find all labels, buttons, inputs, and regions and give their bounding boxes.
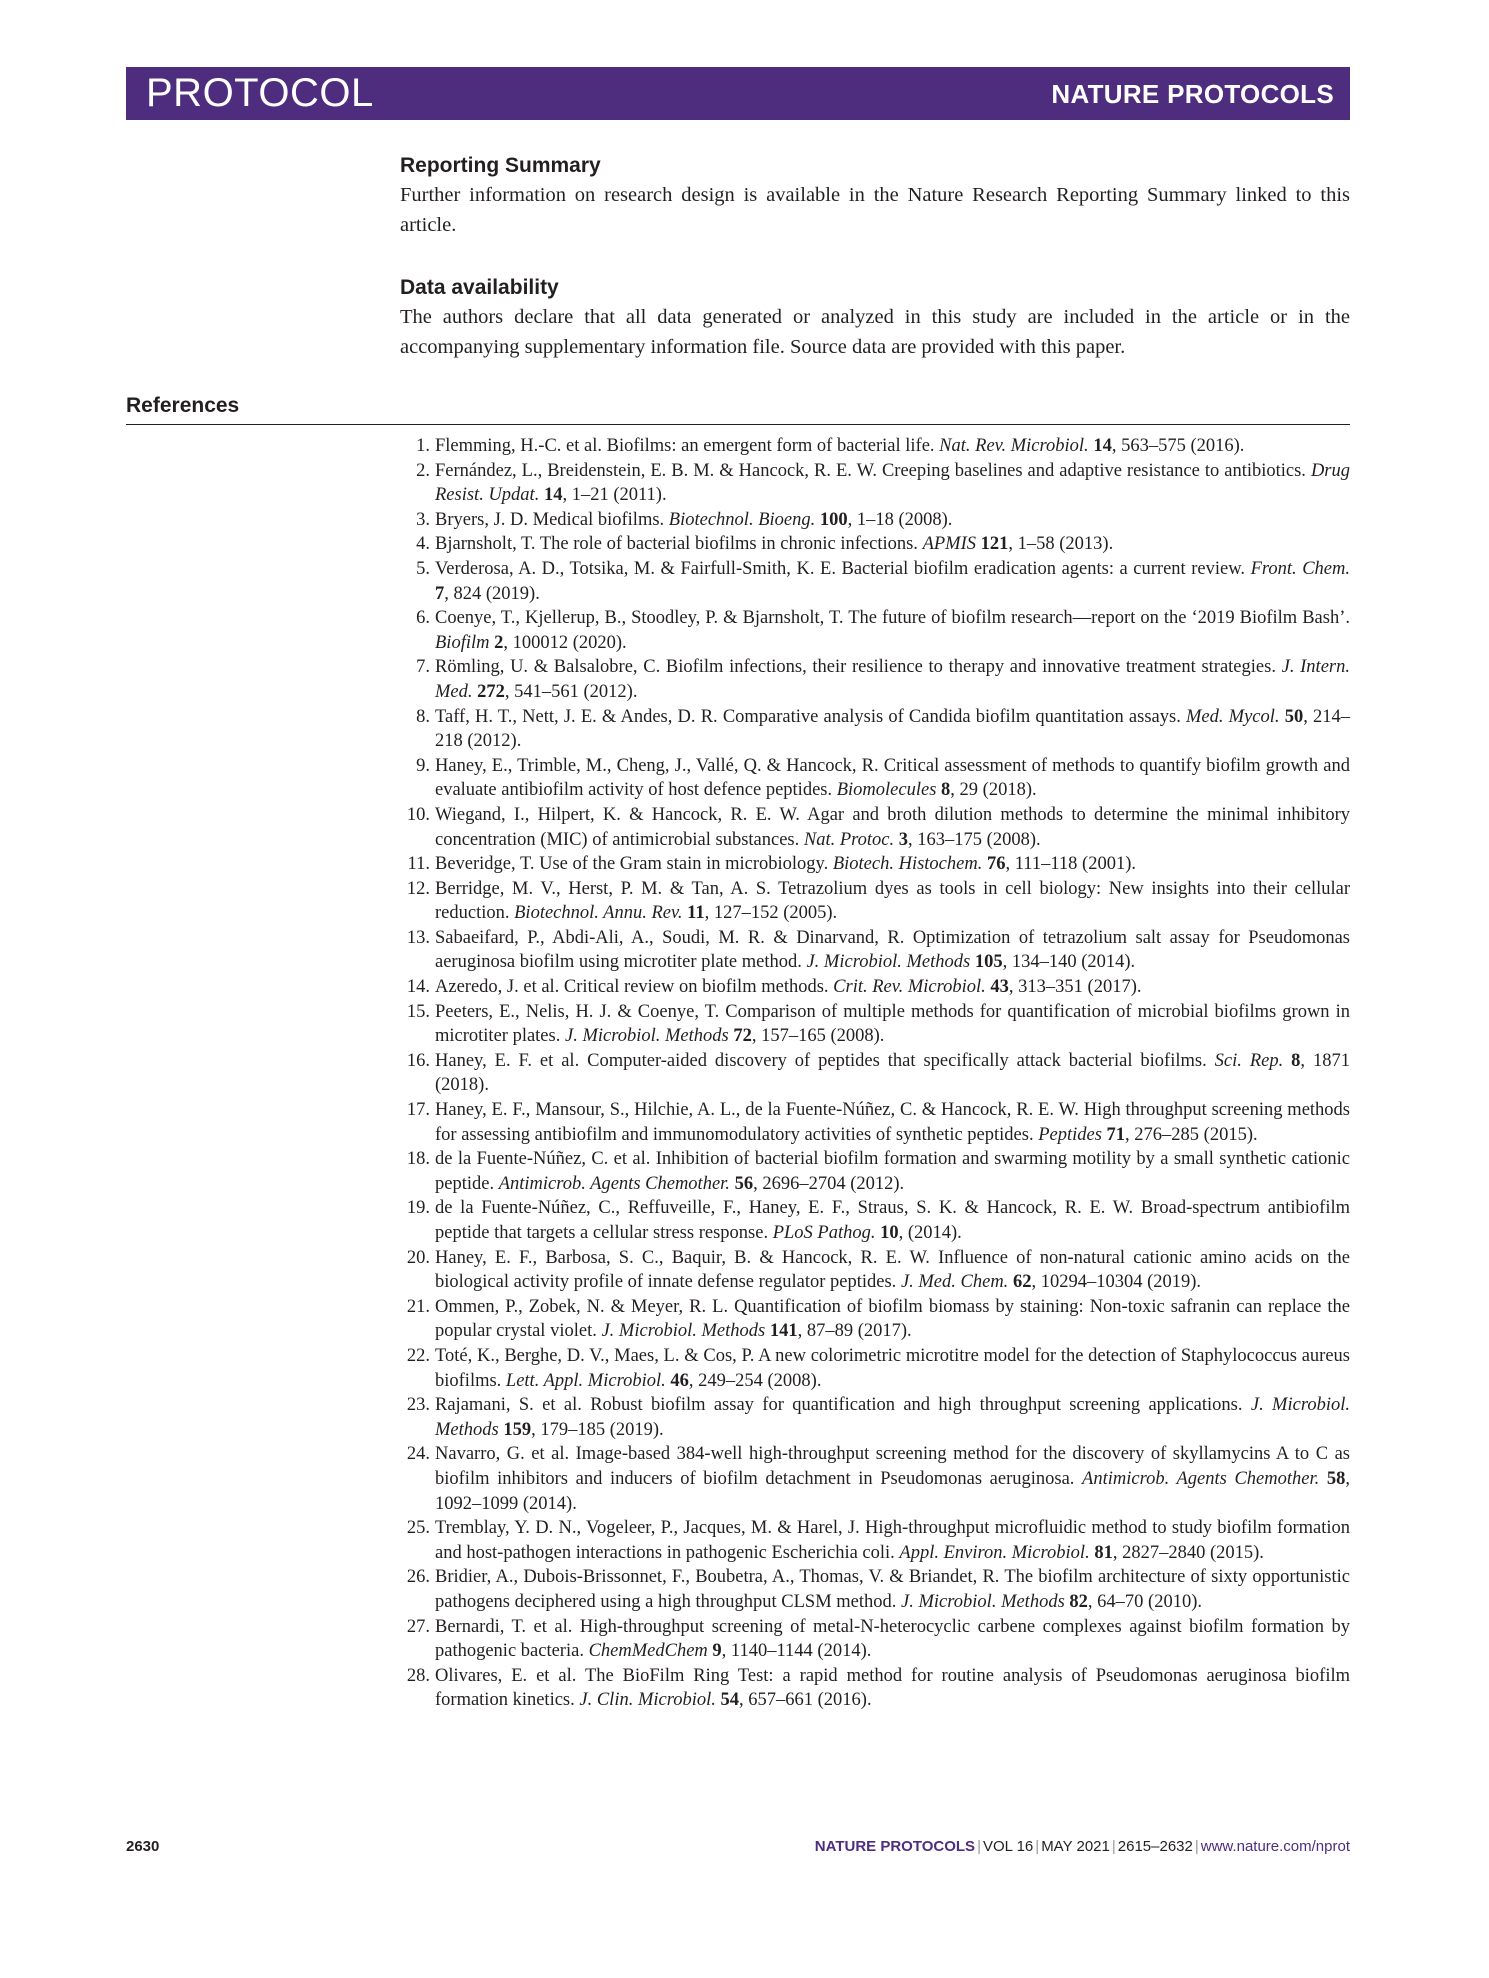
reference-pages: , 276–285 (2015). [1125,1124,1258,1145]
reference-item [400,1147,1350,1196]
reference-text: Rajamani, S. et al. Robust biofilm assay for quantification and high throughput screening applications. [435,1395,1251,1416]
reference-text: Coenye, T., Kjellerup, B., Stoodley, P. & Bjarnsholt, T. The future of biofilm research—report on the ‘2019 Biofilm Bash’. [435,608,1350,629]
reference-number: 10. [406,804,430,825]
reference-item [400,434,1350,459]
reference-text: Berridge, M. V., Herst, P. M. & Tan, A. S. Tetrazolium dyes as tools in cell biology: New insights into their cellular reduction. [435,878,1350,924]
reference-journal: J. Microbiol. Methods [601,1321,766,1342]
reference-journal: Lett. Appl. Microbiol. [505,1370,666,1391]
reference-text: Azeredo, J. et al. Critical review on biofilm methods. [435,977,834,998]
reference-number: 22. [406,1345,430,1366]
reference-text: Bridier, A., Dubois-Brissonnet, F., Boubetra, A., Thomas, V. & Briandet, R. The biofilm architecture of sixty opportunistic pathogens deciphered using a high throughput CLSM method. [435,1567,1350,1612]
reference-item [400,975,1350,1000]
reference-pages: , 134–140 (2014). [1002,952,1136,973]
reference-item [400,508,1350,533]
reference-text: Ommen, P., Zobek, N. & Meyer, R. L. Quantification of biofilm biomass by staining: Non-toxic safranin can replace the popular crystal violet. [435,1296,1350,1342]
reference-text: de la Fuente-Núñez, C. et al. Inhibition of bacterial biofilm formation and swarming motility by a small synthetic cationic peptide. [435,1149,1350,1194]
reference-item [400,1098,1350,1147]
reference-volume: 3 [898,829,909,850]
reference-volume: 8 [941,780,951,801]
reference-pages: , 127–152 (2005). [704,903,838,924]
reference-journal: Crit. Rev. Microbiol. [833,977,986,998]
reporting-summary-body: Further information on research design is available in the Nature Research Reporting Summary linked to this article. [400,184,1350,236]
reference-number: 23. [406,1395,430,1416]
reference-pages: , 1871 (2018). [435,1050,1350,1096]
reference-journal: Biotechnol. Annu. Rev. [514,903,683,924]
reference-number: 9. [416,755,430,776]
reference-text: Haney, E. F., Mansour, S., Hilchie, A. L., de la Fuente-Núñez, C. & Hancock, R. E. W. High throughput screening methods for assessing antibiofilm and immunomodulatory activities of synthetic peptides. [435,1100,1350,1145]
reference-pages: , 111–118 (2001). [1005,854,1136,875]
reference-journal: Biomolecules [836,780,937,801]
reference-pages: , 64–70 (2010). [1087,1591,1202,1612]
reference-item [400,655,1350,704]
reference-item [400,705,1350,754]
reference-journal: Sci. Rep. [1214,1050,1284,1071]
reference-volume: 62 [1012,1272,1032,1293]
reference-journal: J. Clin. Microbiol. [579,1690,716,1711]
reference-item [400,754,1350,803]
reference-volume: 159 [503,1419,532,1440]
reference-journal: Drug Resist. Updat. [435,460,1350,506]
reference-number: 3. [416,509,430,530]
reference-volume: 100 [819,509,848,530]
reference-number: 5. [416,558,430,579]
reference-item [400,532,1350,557]
reference-text: Wiegand, I., Hilpert, K. & Hancock, R. E. W. Agar and broth dilution methods to determine the minimal inhibitory concentration (MIC) of antimicrobial substances. [435,804,1350,850]
reference-volume: 56 [734,1173,754,1194]
reference-item [400,1246,1350,1295]
reference-journal: Antimicrob. Agents Chemother. [1082,1468,1320,1489]
reference-journal: Peptides [1038,1124,1102,1145]
reference-journal: Antimicrob. Agents Chemother. [498,1173,730,1194]
reference-pages: , 157–165 (2008). [751,1026,885,1047]
reference-volume: 11 [687,903,705,924]
reference-number: 26. [406,1567,430,1588]
reference-pages: , 87–89 (2017). [797,1321,912,1342]
reference-journal: Med. Mycol. [1186,706,1280,727]
reference-number: 24. [406,1444,430,1465]
reference-journal: APMIS [922,534,976,555]
reference-text: Toté, K., Berghe, D. V., Maes, L. & Cos, P. A new colorimetric microtitre model for the detection of Staphylococcus aureus biofilms. [435,1345,1350,1391]
reference-number: 25. [406,1518,430,1539]
reference-text: Bryers, J. D. Medical biofilms. [435,509,669,530]
reference-pages: , 1140–1144 (2014). [721,1641,872,1662]
reference-text: Tremblay, Y. D. N., Vogeleer, P., Jacques, M. & Harel, J. High-throughput microfluidic method to study biofilm formation and host-pathogen interactions in pathogenic Escherichia coli. [435,1518,1350,1563]
reference-number: 4. [416,534,430,555]
reference-volume: 2 [494,632,504,653]
reference-journal: J. Med. Chem. [900,1272,1009,1293]
reference-text: Beveridge, T. Use of the Gram stain in microbiology. [435,854,833,875]
reference-item [400,1344,1350,1393]
reference-number: 7. [416,657,430,678]
reference-item [400,1000,1350,1049]
reference-volume: 81 [1094,1542,1113,1563]
reference-journal: ChemMedChem [588,1641,708,1662]
reference-pages: , (2014). [898,1223,962,1243]
reference-pages: , 10294–10304 (2019). [1031,1272,1202,1293]
footer-url[interactable]: www.nature.com/nprot [1200,1838,1350,1855]
reference-journal: J. Microbiol. Methods [806,952,971,973]
reference-volume: 58 [1326,1468,1346,1489]
footer-pages: 2615–2632 [1117,1838,1193,1855]
data-availability-section [400,274,1350,362]
reference-journal: Appl. Environ. Microbiol. [899,1542,1090,1563]
reference-pages: , 1–58 (2013). [1008,534,1114,555]
reference-text: Bjarnsholt, T. The role of bacterial biofilms in chronic infections. [435,534,923,555]
footer-journal: NATURE PROTOCOLS [814,1838,976,1855]
reference-volume: 14 [543,485,563,506]
reference-text: de la Fuente-Núñez, C., Reffuveille, F., Haney, E. F., Straus, S. K. & Hancock, R. E. W. Broad-spectrum antibiofilm peptide that targets a cellular stress response. [435,1198,1350,1243]
reference-number: 27. [406,1616,430,1637]
reference-item [400,1565,1350,1614]
reference-volume: 8 [1291,1050,1301,1071]
header-banner [126,67,1350,120]
reference-item [400,557,1350,606]
reference-text: Flemming, H.-C. et al. Biofilms: an emergent form of bacterial life. [435,436,940,456]
reference-volume: 9 [712,1641,722,1662]
reference-text: Peeters, E., Nelis, H. J. & Coenye, T. Comparison of multiple methods for quantification of microbial biofilms grown in microtiter plates. [435,1001,1350,1047]
reference-item [400,1049,1350,1098]
reference-number: 17. [406,1100,430,1121]
reference-volume: 105 [974,952,1003,973]
reference-number: 19. [406,1198,430,1219]
reference-journal: Biofilm [435,632,490,653]
reference-number: 6. [416,608,430,629]
reference-item [400,459,1350,508]
journal-citation: NATURE PROTOCOLS | VOL 16 | MAY 2021 | 2615–2632 | www.nature.com/nprot [814,1838,1350,1855]
reference-volume: 72 [733,1026,752,1047]
footer-date: MAY 2021 [1041,1838,1110,1855]
reference-text: Bernardi, T. et al. High-throughput screening of metal-N-heterocyclic carbene complexes against biofilm formation by pathogenic bacteria. [435,1616,1350,1662]
reference-text: Olivares, E. et al. The BioFilm Ring Test: a rapid method for routine analysis of Pseudomonas aeruginosa biofilm formation kinetics. [435,1665,1350,1711]
reference-number: 12. [406,878,430,899]
reference-pages: , 2696–2704 (2012). [753,1173,905,1194]
reference-journal: J. Intern. Med. [435,657,1350,702]
reference-pages: , 163–175 (2008). [908,829,1041,850]
reference-text: Verderosa, A. D., Totsika, M. & Fairfull-Smith, K. E. Bacterial biofilm eradication agents: a current review. [435,558,1251,579]
reference-number: 21. [406,1296,430,1317]
reference-journal: PLoS Pathog. [772,1223,876,1243]
data-availability-body: The authors declare that all data generated or analyzed in this study are included in the article or in the accompanying supplementary information file. Source data are provided with this paper. [400,306,1350,358]
reference-volume: 141 [769,1321,798,1342]
reference-text: Sabaeifard, P., Abdi-Ali, A., Soudi, M. R. & Dinarvand, R. Optimization of tetrazolium salt assay for Pseudomonas aeruginosa biofilm using microtiter plate method. [435,927,1350,973]
reference-pages: , 249–254 (2008). [688,1370,822,1391]
reference-volume: 14 [1093,436,1112,456]
journal-name-label: NATURE PROTOCOLS [1051,79,1334,109]
reference-pages: , 1092–1099 (2014). [435,1468,1351,1514]
reference-item [400,1393,1350,1442]
reference-item [400,1295,1350,1344]
reference-item [400,1615,1350,1664]
reference-volume: 71 [1106,1124,1126,1145]
reference-list [400,434,1350,1713]
reference-volume: 82 [1069,1591,1088,1612]
reference-journal: J. Microbiol. Methods [901,1591,1065,1612]
references-heading [126,392,1350,425]
reference-journal: Biotech. Histochem. [832,854,983,875]
reference-number: 28. [406,1665,430,1686]
reference-item [400,1664,1350,1713]
reference-text: Taff, H. T., Nett, J. E. & Andes, D. R. Comparative analysis of Candida biofilm quantitation assays. [435,706,1186,727]
reference-journal: Nat. Protoc. [803,829,895,850]
reference-volume: 43 [990,977,1009,998]
reference-pages: , 2827–2840 (2015). [1112,1542,1264,1563]
reference-item [400,1196,1350,1245]
reference-item [400,877,1350,926]
page-footer [126,1838,1350,1862]
article-type-label: PROTOCOL [146,71,374,115]
reference-volume: 10 [880,1223,899,1243]
reference-number: 14. [406,977,430,998]
reference-number: 11. [407,854,430,875]
reference-pages: , 179–185 (2019). [531,1419,664,1440]
reference-volume: 50 [1284,706,1304,727]
reference-text: Fernández, L., Breidenstein, E. B. M. & Hancock, R. E. W. Creeping baselines and adaptive resistance to antibiotics. [435,460,1311,481]
reference-number: 2. [416,460,430,481]
reference-item [400,1516,1350,1565]
reference-pages: , 313–351 (2017). [1008,977,1142,998]
reference-pages: , 100012 (2020). [503,632,627,653]
reference-text: Römling, U. & Balsalobre, C. Biofilm infections, their resilience to therapy and innovative treatment strategies. [435,657,1282,678]
reference-item [400,1442,1350,1516]
reference-text: Haney, E., Trimble, M., Cheng, J., Vallé, Q. & Hancock, R. Critical assessment of methods to quantify biofilm growth and evaluate antibiofilm activity of host defence peptides. [435,755,1350,801]
reference-item [400,852,1350,877]
reporting-summary-section [400,152,1350,240]
reference-number: 13. [406,927,430,948]
reference-item [400,606,1350,655]
reference-journal: J. Microbiol. Methods [435,1395,1350,1440]
reference-number: 16. [406,1050,430,1071]
reference-volume: 46 [670,1370,689,1391]
reference-volume: 272 [477,681,505,702]
reference-volume: 121 [980,534,1009,555]
page-number: 2630 [126,1838,160,1855]
reference-text: Haney, E. F., Barbosa, S. C., Baquir, B. & Hancock, R. E. W. Influence of non-natural cationic amino acids on the biological activity profile of innate defense regulator peptides. [435,1247,1350,1293]
reference-text: Haney, E. F. et al. Computer-aided discovery of peptides that specifically attack bacterial biofilms. [435,1050,1215,1071]
reference-pages: , 1–18 (2008). [847,509,953,530]
reporting-summary-title: Reporting Summary [400,154,601,177]
reference-pages: , 214–218 (2012). [435,706,1351,752]
reference-item [400,926,1350,975]
reference-pages: , 29 (2018). [950,780,1037,801]
reference-number: 15. [406,1001,430,1022]
reference-volume: 76 [986,854,1006,875]
reference-pages: , 657–661 (2016). [739,1690,872,1711]
reference-text: Navarro, G. et al. Image-based 384-well high-throughput screening method for the discovery of skyllamycins A to C as biofilm inhibitors and inducers of biofilm detachment in Pseudomonas aeruginosa. [435,1444,1350,1489]
reference-journal: Nat. Rev. Microbiol. [939,436,1089,456]
reference-journal: Biotechnol. Bioeng. [668,509,816,530]
reference-pages: , 541–561 (2012). [504,681,638,702]
reference-volume: 54 [720,1690,740,1711]
reference-pages: , 563–575 (2016). [1111,436,1245,456]
references-title: References [126,394,240,417]
reference-number: 8. [416,706,430,727]
reference-journal: J. Microbiol. Methods [564,1026,729,1047]
reference-pages: , 824 (2019). [444,583,540,604]
reference-volume: 7 [435,583,445,604]
footer-volume: VOL 16 [982,1838,1034,1855]
data-availability-title: Data availability [400,276,559,299]
reference-journal: Front. Chem. [1250,558,1350,579]
reference-number: 1. [416,436,430,456]
reference-pages: , 1–21 (2011). [562,485,667,506]
reference-number: 20. [406,1247,430,1268]
reference-item [400,803,1350,852]
reference-number: 18. [406,1149,430,1170]
